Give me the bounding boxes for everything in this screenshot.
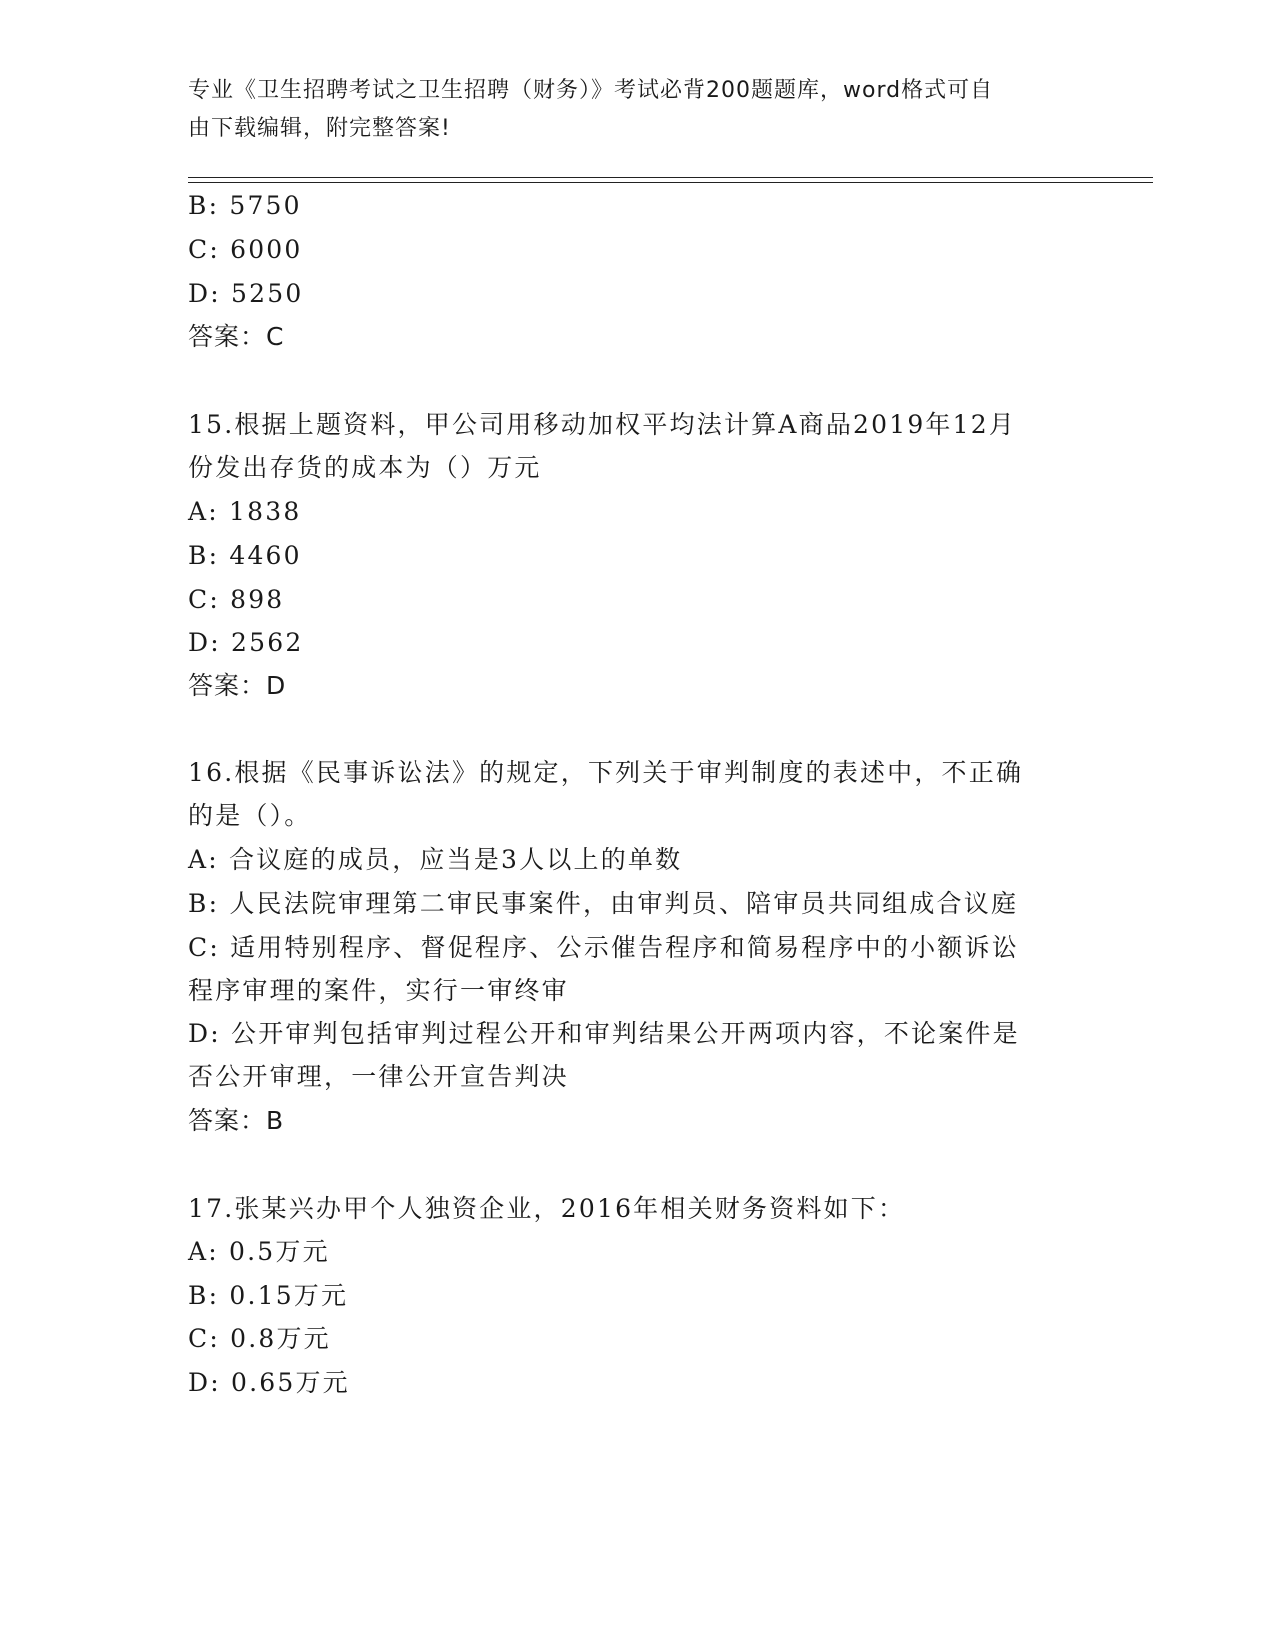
- q16-stem-line-2: 的是（）。: [188, 801, 312, 830]
- q15-stem-line-1: 15.根据上题资料，甲公司用移动加权平均法计算A商品2019年12月: [188, 410, 1017, 439]
- q16-stem-line-1: 16.根据《民事诉讼法》的规定，下列关于审判制度的表述中，不正确: [188, 758, 1024, 787]
- q15-stem-line-2: 份发出存货的成本为（）万元: [188, 453, 542, 482]
- q15-answer: 答案：D: [188, 671, 287, 700]
- q16-option-a: A: 合议庭的成员，应当是3人以上的单数: [188, 845, 683, 874]
- q17-option-b: B: 0.15万元: [188, 1281, 349, 1310]
- header-line-1: 专业《卫生招聘考试之卫生招聘（财务）》考试必背200题题库，word格式可自: [188, 78, 994, 103]
- q16-option-c-line-2: 程序审理的案件，实行一审终审: [188, 976, 569, 1005]
- q16-option-c-line-1: C: 适用特别程序、督促程序、公示催告程序和简易程序中的小额诉讼: [188, 933, 1019, 962]
- q14-option-b: B: 5750: [188, 191, 302, 220]
- q15-option-c: C: 898: [188, 585, 285, 614]
- q16-option-d-line-2: 否公开审理，一律公开宣告判决: [188, 1062, 569, 1091]
- q16-answer: 答案：B: [188, 1106, 285, 1135]
- q15-option-d: D: 2562: [188, 628, 304, 657]
- q14-option-d: D: 5250: [188, 279, 304, 308]
- q17-option-c: C: 0.8万元: [188, 1324, 331, 1353]
- q17-option-a: A: 0.5万元: [188, 1237, 330, 1266]
- q16-option-b: B: 人民法院审理第二审民事案件，由审判员、陪审员共同组成合议庭: [188, 889, 1019, 918]
- q15-option-b: B: 4460: [188, 541, 302, 570]
- header-line-2: 由下载编辑，附完整答案!: [188, 116, 451, 141]
- q17-option-d: D: 0.65万元: [188, 1368, 350, 1397]
- q17-stem-line-1: 17.张某兴办甲个人独资企业，2016年相关财务资料如下：: [188, 1194, 906, 1223]
- q14-option-c: C: 6000: [188, 235, 303, 264]
- q16-option-d-line-1: D: 公开审判包括审判过程公开和审判结果公开两项内容，不论案件是: [188, 1019, 1020, 1048]
- document-header: [188, 72, 1068, 148]
- header-divider-bottom: [188, 182, 1153, 183]
- q14-answer: 答案：C: [188, 322, 285, 351]
- header-divider-top: [188, 177, 1153, 178]
- q15-option-a: A: 1838: [188, 497, 302, 526]
